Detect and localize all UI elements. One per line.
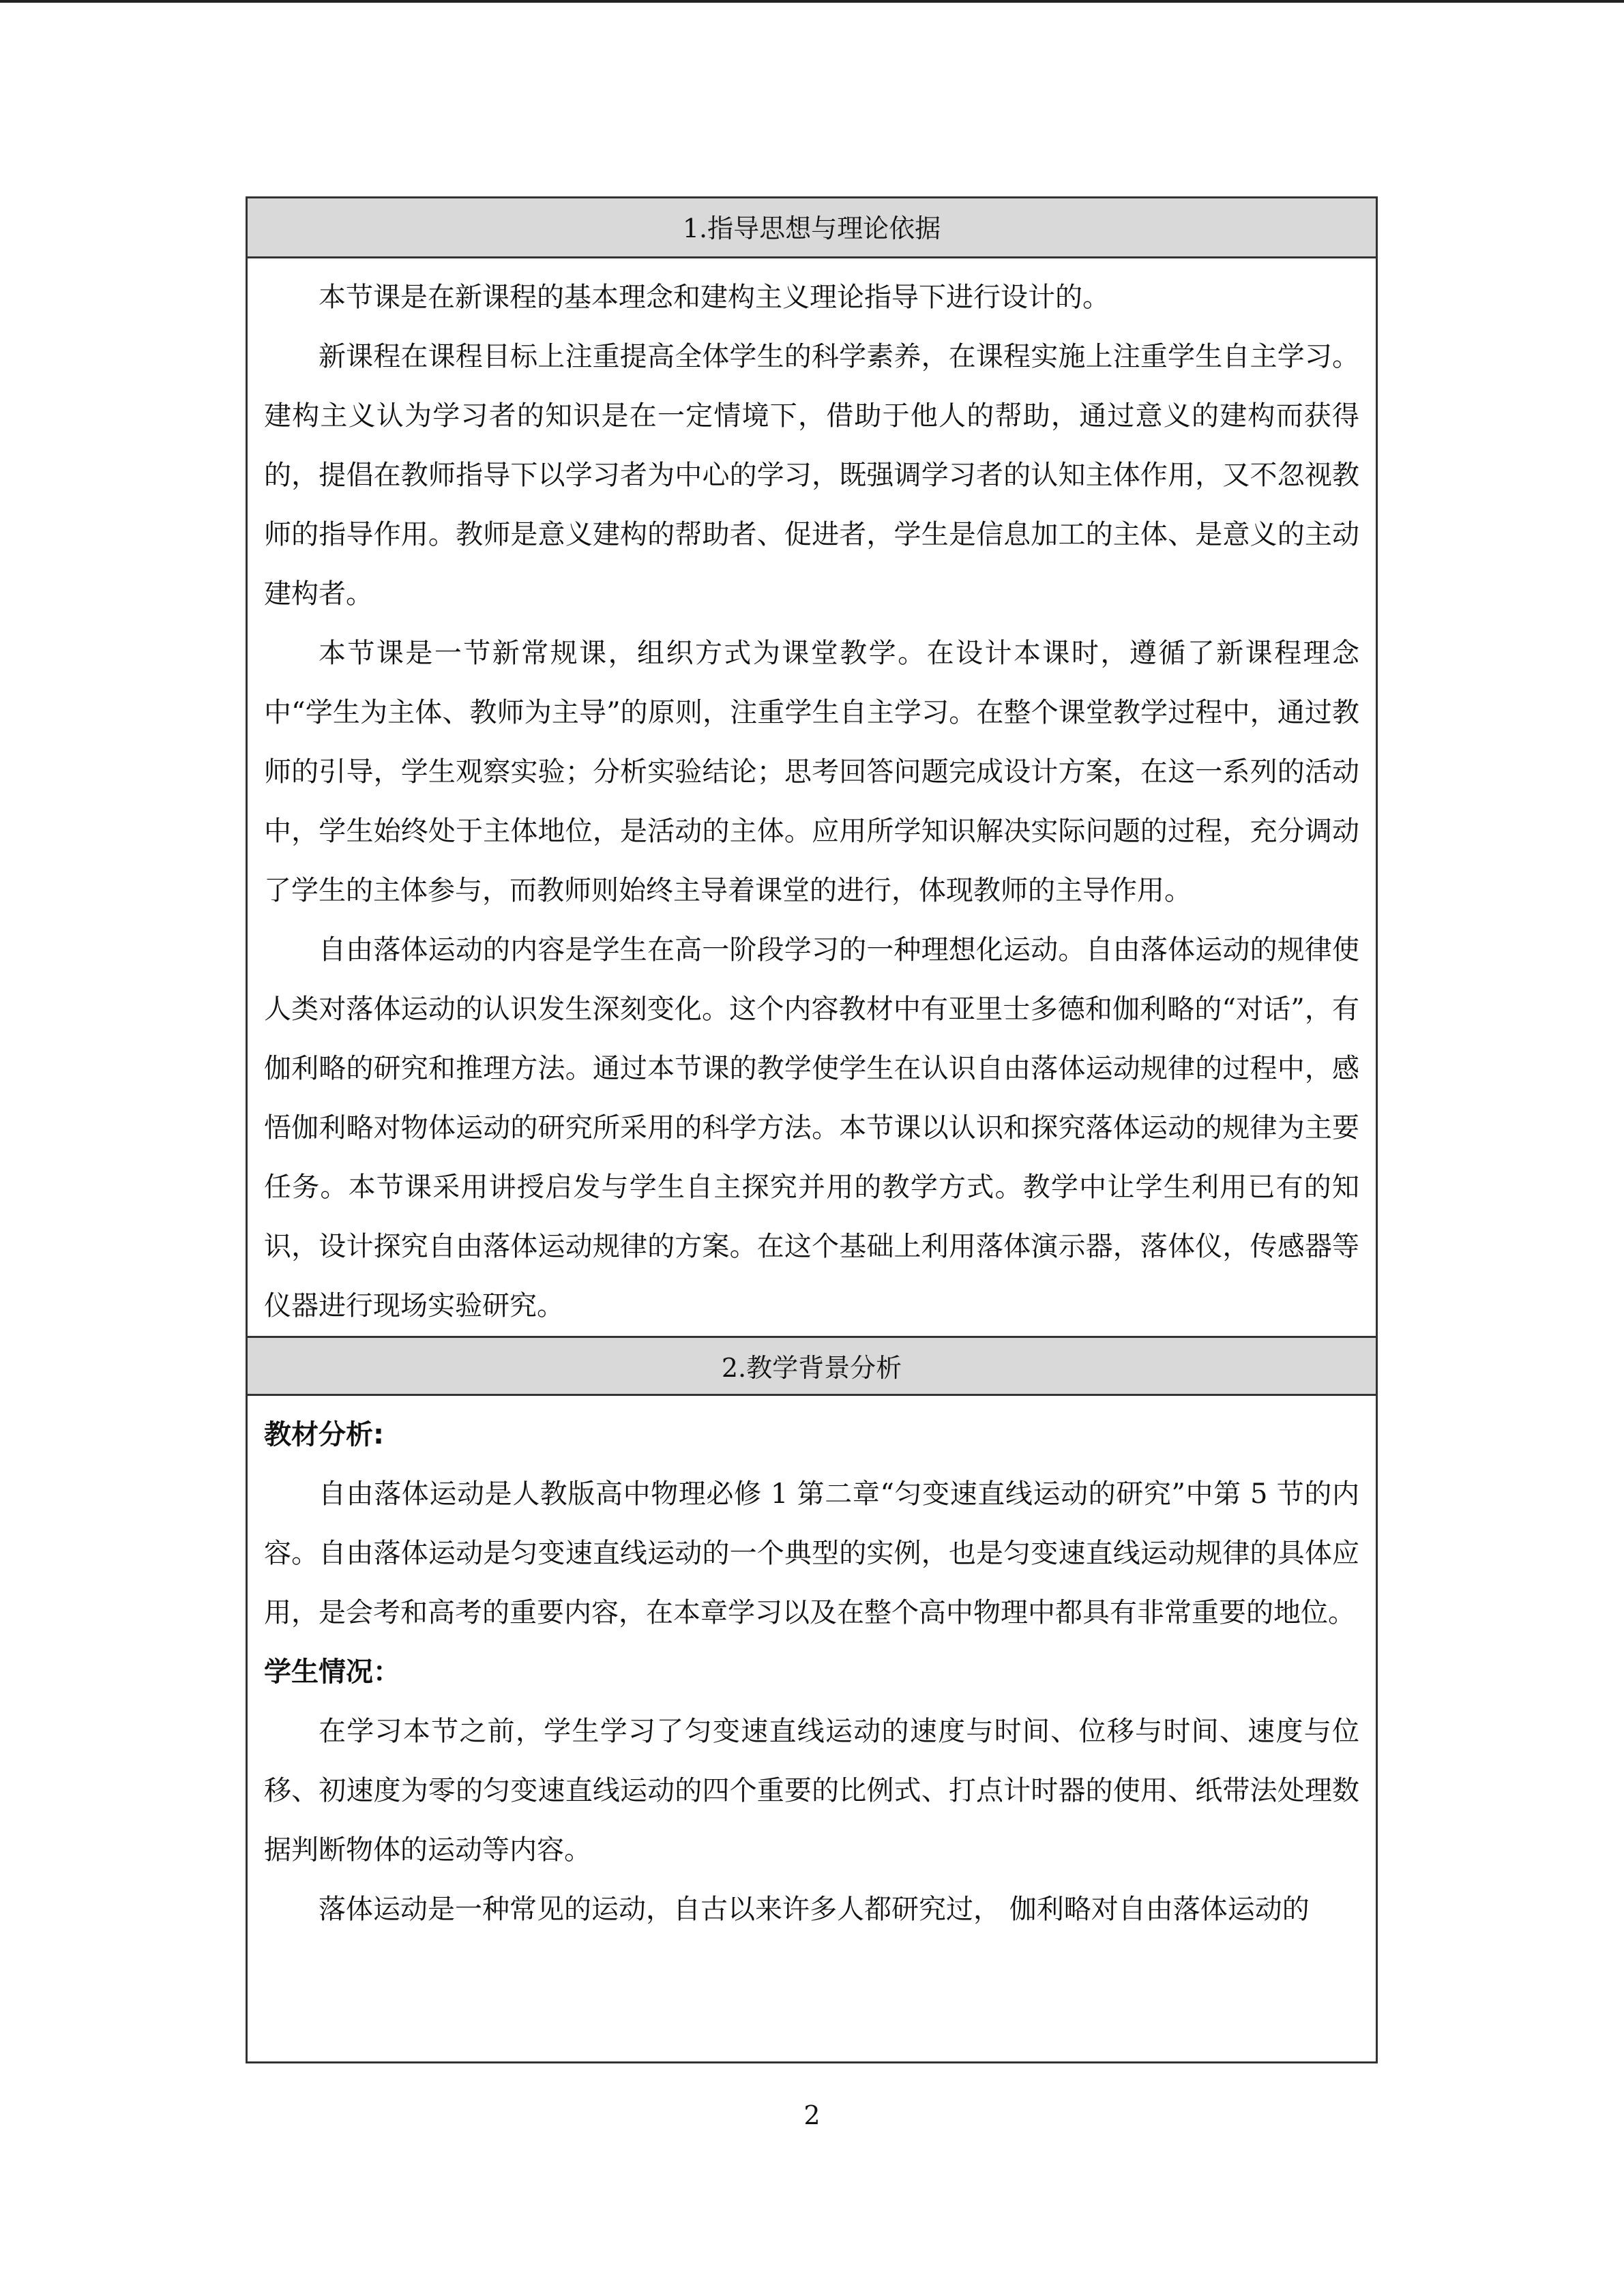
- section-2-body: [248, 1396, 1376, 1939]
- section-2-header: 2.教学背景分析: [248, 1336, 1376, 1396]
- top-border-line: [0, 0, 1624, 3]
- section-1-paragraph: 本节课是一节新常规课，组织方式为课堂教学。在设计本课时，遵循了新课程理念中“学生为主体、教师为主导”的原则，注重学生自主学习。在整个课堂教学过程中，通过教师的引导，学生观察实验；分析实验结论；思考回答问题完成设计方案，在这一系列的活动中，学生始终处于主体地位，是活动的主体。应用所学知识解决实际问题的过程，充分调动了学生的主体参与，而教师则始终主导着课堂的进行，体现教师的主导作用。: [264, 638, 1359, 906]
- page-number: 2: [803, 2100, 821, 2130]
- section-1-paragraph: 本节课是在新课程的基本理念和建构主义理论指导下进行设计的。: [319, 282, 1110, 313]
- student-situation-paragraph: 在学习本节之前，学生学习了匀变速直线运动的速度与时间、位移与时间、速度与位移、初速度为零的匀变速直线运动的四个重要的比例式、打点计时器的使用、纸带法处理数据判断物体的运动等内容。: [264, 1716, 1359, 1866]
- section-1-paragraph: 自由落体运动的内容是学生在高一阶段学习的一种理想化运动。自由落体运动的规律使人类对落体运动的认识发生深刻变化。这个内容教材中有亚里士多德和伽利略的“对话”，有伽利略的研究和推理方法。通过本节课的教学使学生在认识自由落体运动规律的过程中，感悟伽利略对物体运动的研究所采用的科学方法。本节课以认识和探究落体运动的规律为主要任务。本节课采用讲授启发与学生自主探究并用的教学方式。教学中让学生利用已有的知识，设计探究自由落体运动规律的方案。在这个基础上利用落体演示器，落体仪，传感器等仪器进行现场实验研究。: [264, 934, 1359, 1322]
- textbook-analysis-paragraph: 自由落体运动是人教版高中物理必修 1 第二章“匀变速直线运动的研究”中第 5 节的内容。自由落体运动是匀变速直线运动的一个典型的实例，也是匀变速直线运动规律的具体应用，是会考和高考的重要内容，在本章学习以及在整个高中物理中都具有非常重要的地位。: [264, 1478, 1359, 1628]
- lesson-plan-table: [246, 196, 1378, 2063]
- section-1-body: [248, 258, 1376, 1336]
- section-1-paragraph: 新课程在课程目标上注重提高全体学生的科学素养，在课程实施上注重学生自主学习。建构主义认为学习者的知识是在一定情境下，借助于他人的帮助，通过意义的建构而获得的，提倡在教师指导下以学习者为中心的学习，既强调学习者的认知主体作用，又不忽视教师的指导作用。教师是意义建构的帮助者、促进者，学生是信息加工的主体、是意义的主动建构者。: [264, 341, 1359, 610]
- textbook-analysis-heading: 教材分析:: [264, 1419, 384, 1450]
- student-situation-heading: 学生情况：: [264, 1656, 400, 1688]
- student-situation-paragraph: 落体运动是一种常见的运动，自古以来许多人都研究过， 伽利略对自由落体运动的: [319, 1894, 1310, 1925]
- section-1-header: 1.指导思想与理论依据: [248, 198, 1376, 258]
